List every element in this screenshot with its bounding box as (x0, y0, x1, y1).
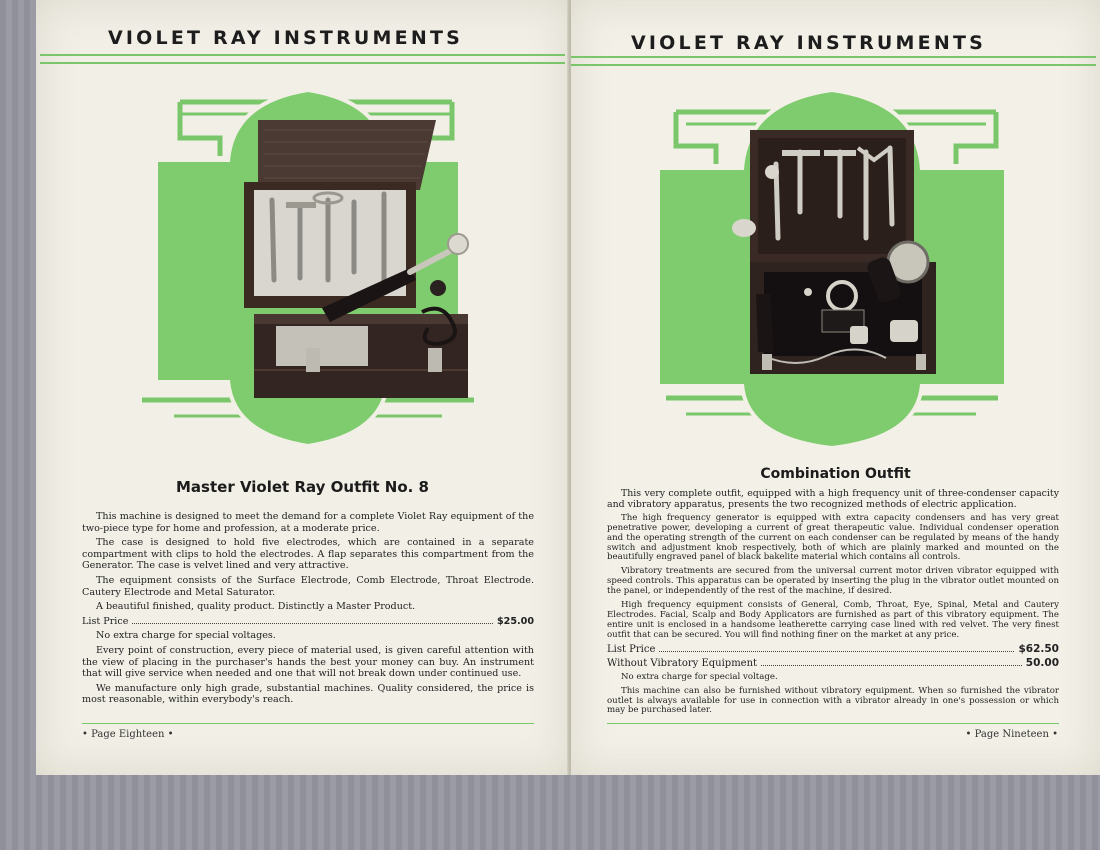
paragraph: The equipment consists of the Surface Electrode, Comb Electrode, Throat Electrode. Cautery Electrode and Metal Saturator. (82, 574, 534, 598)
paragraph: This machine can also be furnished without vibratory equipment. When so furnished the vibrator outlet is always available for use in connection with a vibrator already in one's possession or which may be purchased later. (607, 685, 1059, 716)
leader-dots (761, 665, 1022, 666)
list-price-line (607, 642, 1059, 655)
product-title: Combination Outfit (760, 466, 911, 482)
page-number: • Page Nineteen • (965, 729, 1058, 740)
product-description (82, 511, 534, 709)
carrying-case (732, 130, 936, 374)
paragraph: This machine is designed to meet the demand for a complete Violet Ray equipment of the two-piece type for home and profession, at a moderate price. (82, 511, 534, 534)
carrying-case (244, 120, 468, 398)
price-amount: 50.00 (1025, 656, 1059, 669)
price-label: List Price (607, 643, 656, 655)
paragraph: Vibratory treatments are secured from the universal current motor driven vibrator equipped with speed controls. This apparatus can be operated by inserting the plug in the vibrator outlet mounted on the panel, or independently of the rest of the machine, if desired. (607, 566, 1059, 597)
paragraph: The high frequency generator is equipped with extra capacity condensers and has very great penetrative power, developing a current of great therapeutic value. Individual condenser operation and the operating strength of the current on each condenser can be regulated by means of the handy switch and adjustment knob respectively, both of which are plainly marked and mounted on the beautifully engraved panel of black bakelite material which contains all controls. (607, 512, 1059, 563)
product-plate-master-outfit (122, 82, 494, 454)
paragraph: We manufacture only high grade, substantial machines. Quality considered, the price is most reasonable, within everybody's reach. (82, 682, 534, 706)
footer-rule (82, 723, 534, 724)
header-rule (40, 54, 565, 64)
leader-dots (659, 651, 1014, 652)
product-plate-combination-outfit (646, 86, 1018, 458)
product-description (607, 488, 1059, 720)
paragraph: No extra charge for special voltage. (621, 671, 778, 682)
page-header: VIOLET RAY INSTRUMENTS (631, 32, 986, 54)
booklet-spread (36, 0, 1100, 775)
right-page (571, 0, 1100, 775)
paragraph: A beautiful finished, quality product. Distinctly a Master Product. (96, 601, 416, 613)
product-title: Master Violet Ray Outfit No. 8 (176, 478, 429, 496)
paragraph: The case is designed to hold five electrodes, which are contained in a separate compartment with clips to hold the electrodes. A flap separates this compartment from the Generator. The case is velvet lined and very attractive. (82, 537, 534, 572)
footer-rule (607, 723, 1059, 724)
paragraph: High frequency equipment consists of General, Comb, Throat, Eye, Spinal, Metal and Cautery Electrodes. Facial, Scalp and Body Applicators are furnished as part of this vibratory equipment. The entire unit is enclosed in a handsome leatherette carrying case lined with red velvet. The very finest outfit that can be secured. You will find nothing finer on the market at any price. (607, 600, 1059, 640)
paragraph: Every point of construction, every piece of material used, is given careful attention with the view of placing in the purchaser's hands the best your money can buy. An instrument that will give service when needed and one that will not break down under continued use. (82, 644, 534, 680)
alt-price-line (607, 656, 1059, 669)
price-label: Without Vibratory Equipment (607, 657, 758, 669)
price-label: List Price (82, 615, 129, 627)
price-amount: $62.50 (1018, 642, 1059, 655)
lead-paragraph: This very complete outfit, equipped with a high frequency unit of three-condenser capacity and vibratory apparatus, presents the two recognized methods of electric application. (607, 488, 1059, 511)
page-number: • Page Eighteen • (82, 729, 174, 740)
price-amount: $25.00 (496, 615, 534, 627)
leader-dots (132, 623, 493, 624)
header-rule (571, 56, 1096, 66)
left-page (36, 0, 569, 775)
page-header: VIOLET RAY INSTRUMENTS (108, 27, 463, 49)
list-price-line (82, 616, 534, 628)
paragraph: No extra charge for special voltages. (96, 630, 276, 642)
